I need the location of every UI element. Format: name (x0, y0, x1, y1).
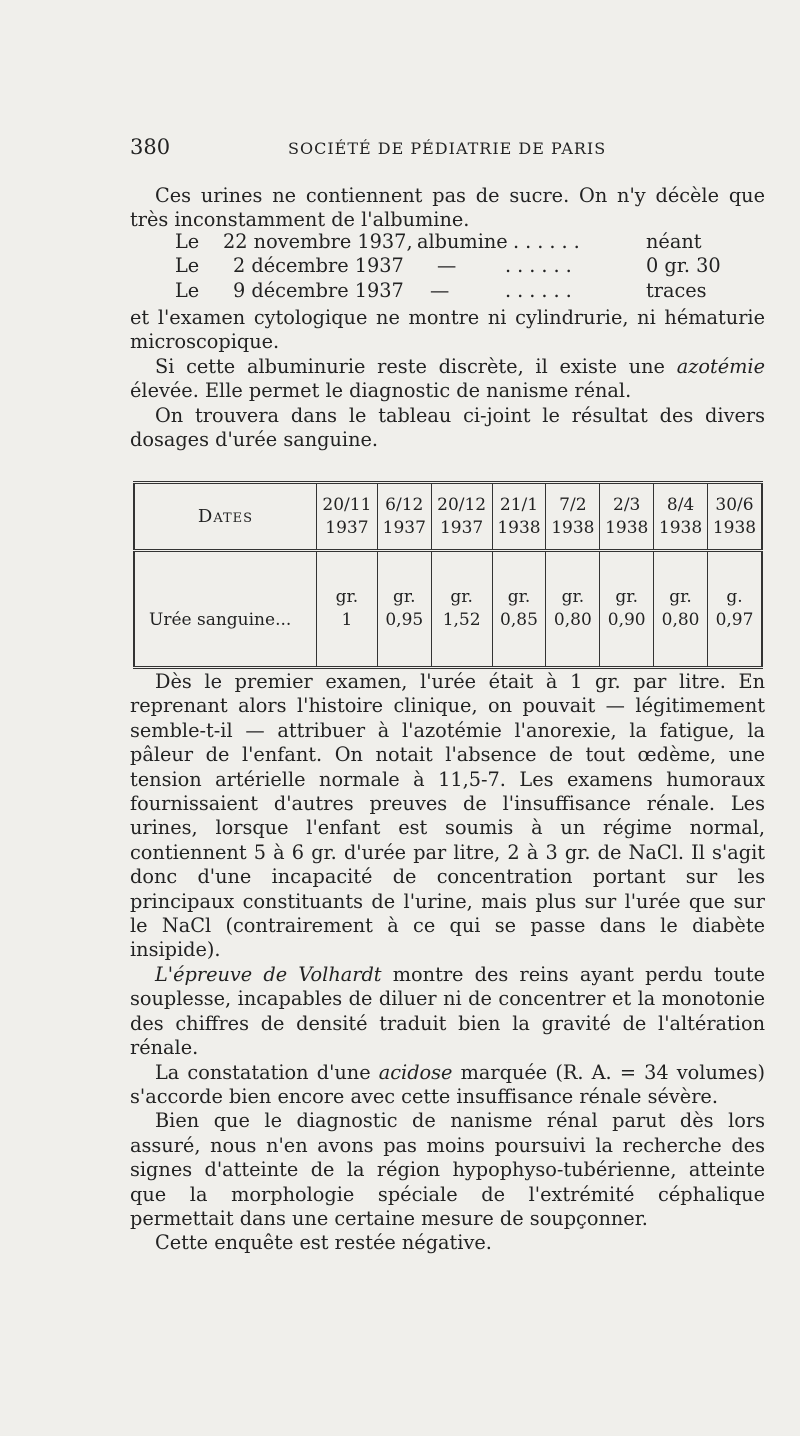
albumin-dots: ...... (505, 254, 578, 278)
dates-label: Dates (197, 505, 254, 527)
value-unit: gr. (615, 587, 638, 607)
table-header-row (134, 483, 762, 551)
value-unit: gr. (393, 587, 416, 607)
conclusion-paragraph: Cette enquête est restée négative. (155, 1231, 492, 1255)
value-unit: gr. (561, 587, 585, 607)
value-number: 0,97 (715, 610, 754, 630)
value-unit: gr. (335, 587, 359, 607)
date-day: 6/12 (385, 494, 424, 515)
value-unit: g. (726, 587, 743, 607)
albumin-row (175, 279, 765, 303)
date-day: 30/6 (715, 494, 754, 515)
first-exam-paragraph: Dès le premier examen, l'urée était à 1 gr. par litre. En reprenant alors l'histoire clinique, on pouvait — légitimement semble-t-il — attribuer à l'azotémie l'anorexie, la fatigue, la pâleur de l'enfant. On notait l'absence de tout œdème, une tension artérielle normale à 11,5-7. Les examens humoraux fournissaient d'autres preuves de l'insuffisance rénale. Les urines, lorsque l'enfant est soumis à un régime normal, contiennent 5 à 6 gr. d'urée par litre, 2 à 3 gr. de NaCl. Il s'agit donc d'une incapacité de concentration portant sur les principaux constituants de l'urine, mais plus sur l'urée que sur le NaCl (contrairement à ce qui se passe dans le diabète insipide). (130, 670, 765, 962)
albumin-le: Le (175, 254, 200, 278)
value-unit: gr. (507, 587, 531, 607)
acidose-text-1: La constatation d'une (155, 1060, 379, 1084)
value-number: 1,52 (442, 610, 481, 630)
date-cell (492, 483, 546, 551)
albumin-row (175, 230, 765, 254)
value-cell (431, 551, 492, 668)
albumin-result: traces (646, 278, 707, 302)
date-cell (431, 483, 492, 551)
azotemia-text-1: Si cette albuminurie reste discrète, il existe une (155, 354, 677, 378)
urea-table (133, 481, 763, 669)
acidose-paragraph (130, 1061, 765, 1110)
azotemia-paragraph (130, 355, 765, 404)
urea-label-cell (134, 551, 317, 668)
date-year: 1937 (382, 517, 426, 538)
date-cell (600, 483, 654, 551)
albumin-row (175, 254, 765, 278)
value-number: 0,80 (661, 610, 700, 630)
albumin-item: — (437, 254, 457, 278)
value-number: 0,85 (500, 610, 538, 630)
date-day: 8/4 (666, 494, 695, 515)
value-cell (654, 551, 708, 668)
date-year: 1938 (605, 517, 649, 538)
volhardt-text: montre des reins ayant perdu toute souplesse, incapables de diluer ni de concentrer et la monotonie des chiffres de densité traduit bien la gravité de l'altération rénale. (130, 962, 765, 1060)
page-number: 380 (130, 135, 171, 159)
date-day: 20/11 (322, 494, 372, 515)
value-number: 0,90 (607, 610, 646, 630)
value-cell (317, 551, 378, 668)
diagnosis-paragraph: Bien que le diagnostic de nanisme rénal parut dès lors assuré, nous n'en avons pas moins poursuivi la recherche des signes d'atteinte de la région hypophyso-tubérienne, atteinte que la morphologie spéciale de l'extrémité céphalique permettait dans une certaine mesure de soupçonner. (130, 1109, 765, 1230)
table-urea-row (134, 551, 762, 668)
date-cell (377, 483, 431, 551)
date-day: 21/1 (499, 494, 539, 515)
albumin-date: 9 décembre 1937 (233, 278, 404, 302)
cytology-paragraph: et l'examen cytologique ne montre ni cylindrurie, ni hématurie microscopique. (130, 306, 765, 354)
value-unit: gr. (450, 587, 473, 607)
date-cell (707, 483, 762, 551)
azotemia-emphasis: azotémie (676, 354, 765, 378)
albumin-le: Le (175, 278, 200, 302)
value-number: 0,80 (553, 610, 592, 630)
running-title: SOCIÉTÉ DE PÉDIATRIE DE PARIS (288, 139, 607, 158)
acidose-emphasis: acidose (378, 1060, 453, 1084)
azotemia-text-2: élevée. Elle permet le diagnostic de nanisme rénal. (130, 379, 632, 403)
value-cell (600, 551, 654, 668)
body-paragraphs-bottom (130, 670, 765, 1256)
value-cell (377, 551, 431, 668)
date-cell (317, 483, 378, 551)
albumin-date: 2 décembre 1937 (233, 254, 404, 278)
volhardt-paragraph (130, 963, 765, 1061)
intro-text: Ces urines ne contiennent pas de sucre. On n'y décèle que très inconstamment de l'albumine. (130, 184, 765, 232)
urea-label: Urée sanguine... (149, 609, 292, 630)
albumin-dots: ...... (505, 278, 578, 302)
intro-paragraph (130, 184, 765, 233)
date-cell (546, 483, 600, 551)
date-day: 7/2 (559, 494, 587, 515)
value-number: 1 (341, 610, 353, 630)
date-year: 1938 (712, 517, 757, 538)
albumin-result: néant (646, 230, 702, 253)
albumin-item: albumine (417, 230, 508, 253)
albumin-dots: ...... (513, 230, 586, 253)
volhardt-emphasis: L'épreuve de Volhardt (155, 962, 382, 986)
body-paragraphs-top (130, 306, 765, 452)
value-cell (707, 551, 762, 668)
date-year: 1938 (497, 517, 541, 538)
albumin-date: 22 novembre 1937, (223, 230, 413, 253)
date-year: 1938 (551, 517, 595, 538)
albumin-le: Le (175, 230, 200, 253)
date-year: 1938 (658, 517, 703, 538)
date-year: 1937 (439, 517, 484, 538)
albumin-list (175, 230, 765, 303)
date-year: 1937 (325, 517, 369, 538)
date-day: 20/12 (437, 494, 487, 515)
date-day: 2/3 (613, 494, 641, 515)
albumin-result: 0 gr. 30 (646, 254, 721, 278)
acidose-text-2: marquée (R. A. = 34 volumes) s'accorde bien encore avec cette insuffisance rénale sévère. (130, 1060, 765, 1108)
albumin-item: — (430, 278, 450, 302)
dates-label-cell (134, 483, 317, 551)
value-unit: gr. (669, 587, 692, 607)
value-number: 0,95 (385, 610, 424, 630)
table-intro-paragraph: On trouvera dans le tableau ci-joint le résultat des divers dosages d'urée sanguine. (130, 403, 765, 452)
date-cell (654, 483, 708, 551)
value-cell (546, 551, 600, 668)
value-cell (492, 551, 546, 668)
